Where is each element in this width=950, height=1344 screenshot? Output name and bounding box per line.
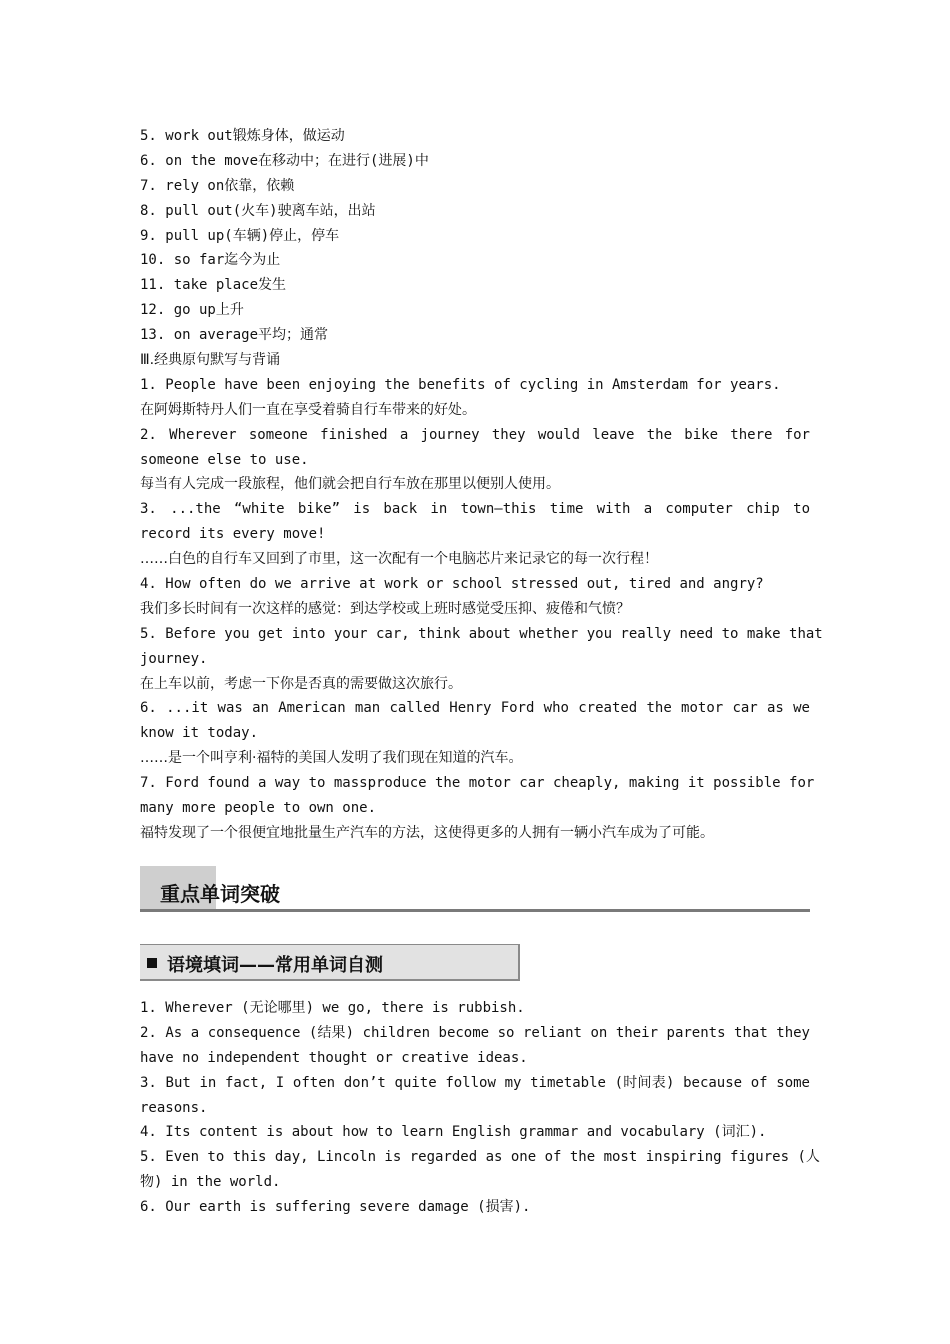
section-heading-title: 重点单词突破 xyxy=(160,882,280,906)
exercise-line: 6. Our earth is suffering severe damage (损害). xyxy=(140,1199,531,1216)
phrase-item: 5. work out锻炼身体，做运动 xyxy=(140,128,345,144)
sentence-line: 5. Before you get into your car, think about whether you really need to make that xyxy=(140,625,823,642)
sentence-translation: ……是一个叫亨利·福特的美国人发明了我们现在知道的汽车。 xyxy=(140,750,523,767)
sentence-line: know it today. xyxy=(140,725,259,742)
sentence-translation: 福特发现了一个很便宜地批量生产汽车的方法，这使得更多的人拥有一辆小汽车成为了可能。 xyxy=(140,824,714,841)
sentence-line: 3. ...the “white bike” is back in town—this time with a computer chip to xyxy=(140,501,810,518)
phrase-item: 13. on average平均；通常 xyxy=(140,327,329,344)
phrase-item: 8. pull out(火车)驶离车站，出站 xyxy=(140,202,376,219)
sentence-line: 7. Ford found a way to massproduce the motor car cheaply, making it possible for xyxy=(140,775,815,792)
section-heading-rule xyxy=(140,909,810,912)
sentence-translation: 在阿姆斯特丹人们一直在享受着骑自行车带来的好处。 xyxy=(140,401,476,418)
sentence-translation: 在上车以前，考虑一下你是否真的需要做这次旅行。 xyxy=(140,675,462,692)
exercise-line: reasons. xyxy=(140,1099,208,1116)
phrase-item: 9. pull up(车辆)停止，停车 xyxy=(140,227,340,244)
phrase-item: 12. go up上升 xyxy=(140,302,244,319)
section-heading xyxy=(140,866,810,912)
subsection-heading-title: 语境填词——常用单词自测 xyxy=(167,955,383,976)
sentence-line: journey. xyxy=(140,650,208,667)
exercise-line: have no independent thought or creative ideas. xyxy=(140,1049,528,1066)
sentence-line: 1. People have been enjoying the benefits of cycling in Amsterdam for years. xyxy=(140,376,781,393)
sentence-line: 2. Wherever someone finished a journey they would leave the bike there for xyxy=(140,426,810,443)
subsection-heading xyxy=(140,944,520,981)
phrase-item: 10. so far迄今为止 xyxy=(140,252,281,269)
sentence-translation: ……白色的自行车又回到了市里，这一次配有一个电脑芯片来记录它的每一次行程！ xyxy=(140,551,658,568)
exercise-line: 3. But in fact, I often don’t quite follow my timetable (时间表) because of some xyxy=(140,1074,810,1091)
sentence-line: record its every move! xyxy=(140,526,326,543)
square-bullet-icon xyxy=(147,958,157,968)
sentence-translation: 我们多长时间有一次这样的感觉：到达学校或上班时感觉受压抑、疲倦和气愤？ xyxy=(140,600,630,617)
exercise-line: 4. Its content is about how to learn English grammar and vocabulary (词汇). xyxy=(140,1124,767,1141)
main-text-block xyxy=(140,124,823,846)
phrase-item: 6. on the move在移动中；在进行(进展)中 xyxy=(140,152,429,169)
exercise-line: 物) in the world. xyxy=(140,1174,281,1191)
sentence-line: 6. ...it was an American man called Henry Ford who created the motor car as we xyxy=(140,700,810,717)
phrase-item: 11. take place发生 xyxy=(140,277,287,294)
sentence-translation: 每当有人完成一段旅程，他们就会把自行车放在那里以便别人使用。 xyxy=(140,476,560,493)
phrase-item: 7. rely on依靠，依赖 xyxy=(140,177,295,194)
exercise-block xyxy=(140,996,820,1220)
section-3-title: Ⅲ.经典原句默写与背诵 xyxy=(140,352,281,369)
sentence-line: 4. How often do we arrive at work or school stressed out, tired and angry? xyxy=(140,576,764,593)
exercise-line: 2. As a consequence (结果) children become so reliant on their parents that they xyxy=(140,1024,810,1041)
exercise-line: 1. Wherever (无论哪里) we go, there is rubbish. xyxy=(140,1000,525,1016)
exercise-line: 5. Even to this day, Lincoln is regarded as one of the most inspiring figures (人 xyxy=(140,1149,820,1166)
sentence-line: someone else to use. xyxy=(140,451,309,468)
sentence-line: many more people to own one. xyxy=(140,800,377,817)
